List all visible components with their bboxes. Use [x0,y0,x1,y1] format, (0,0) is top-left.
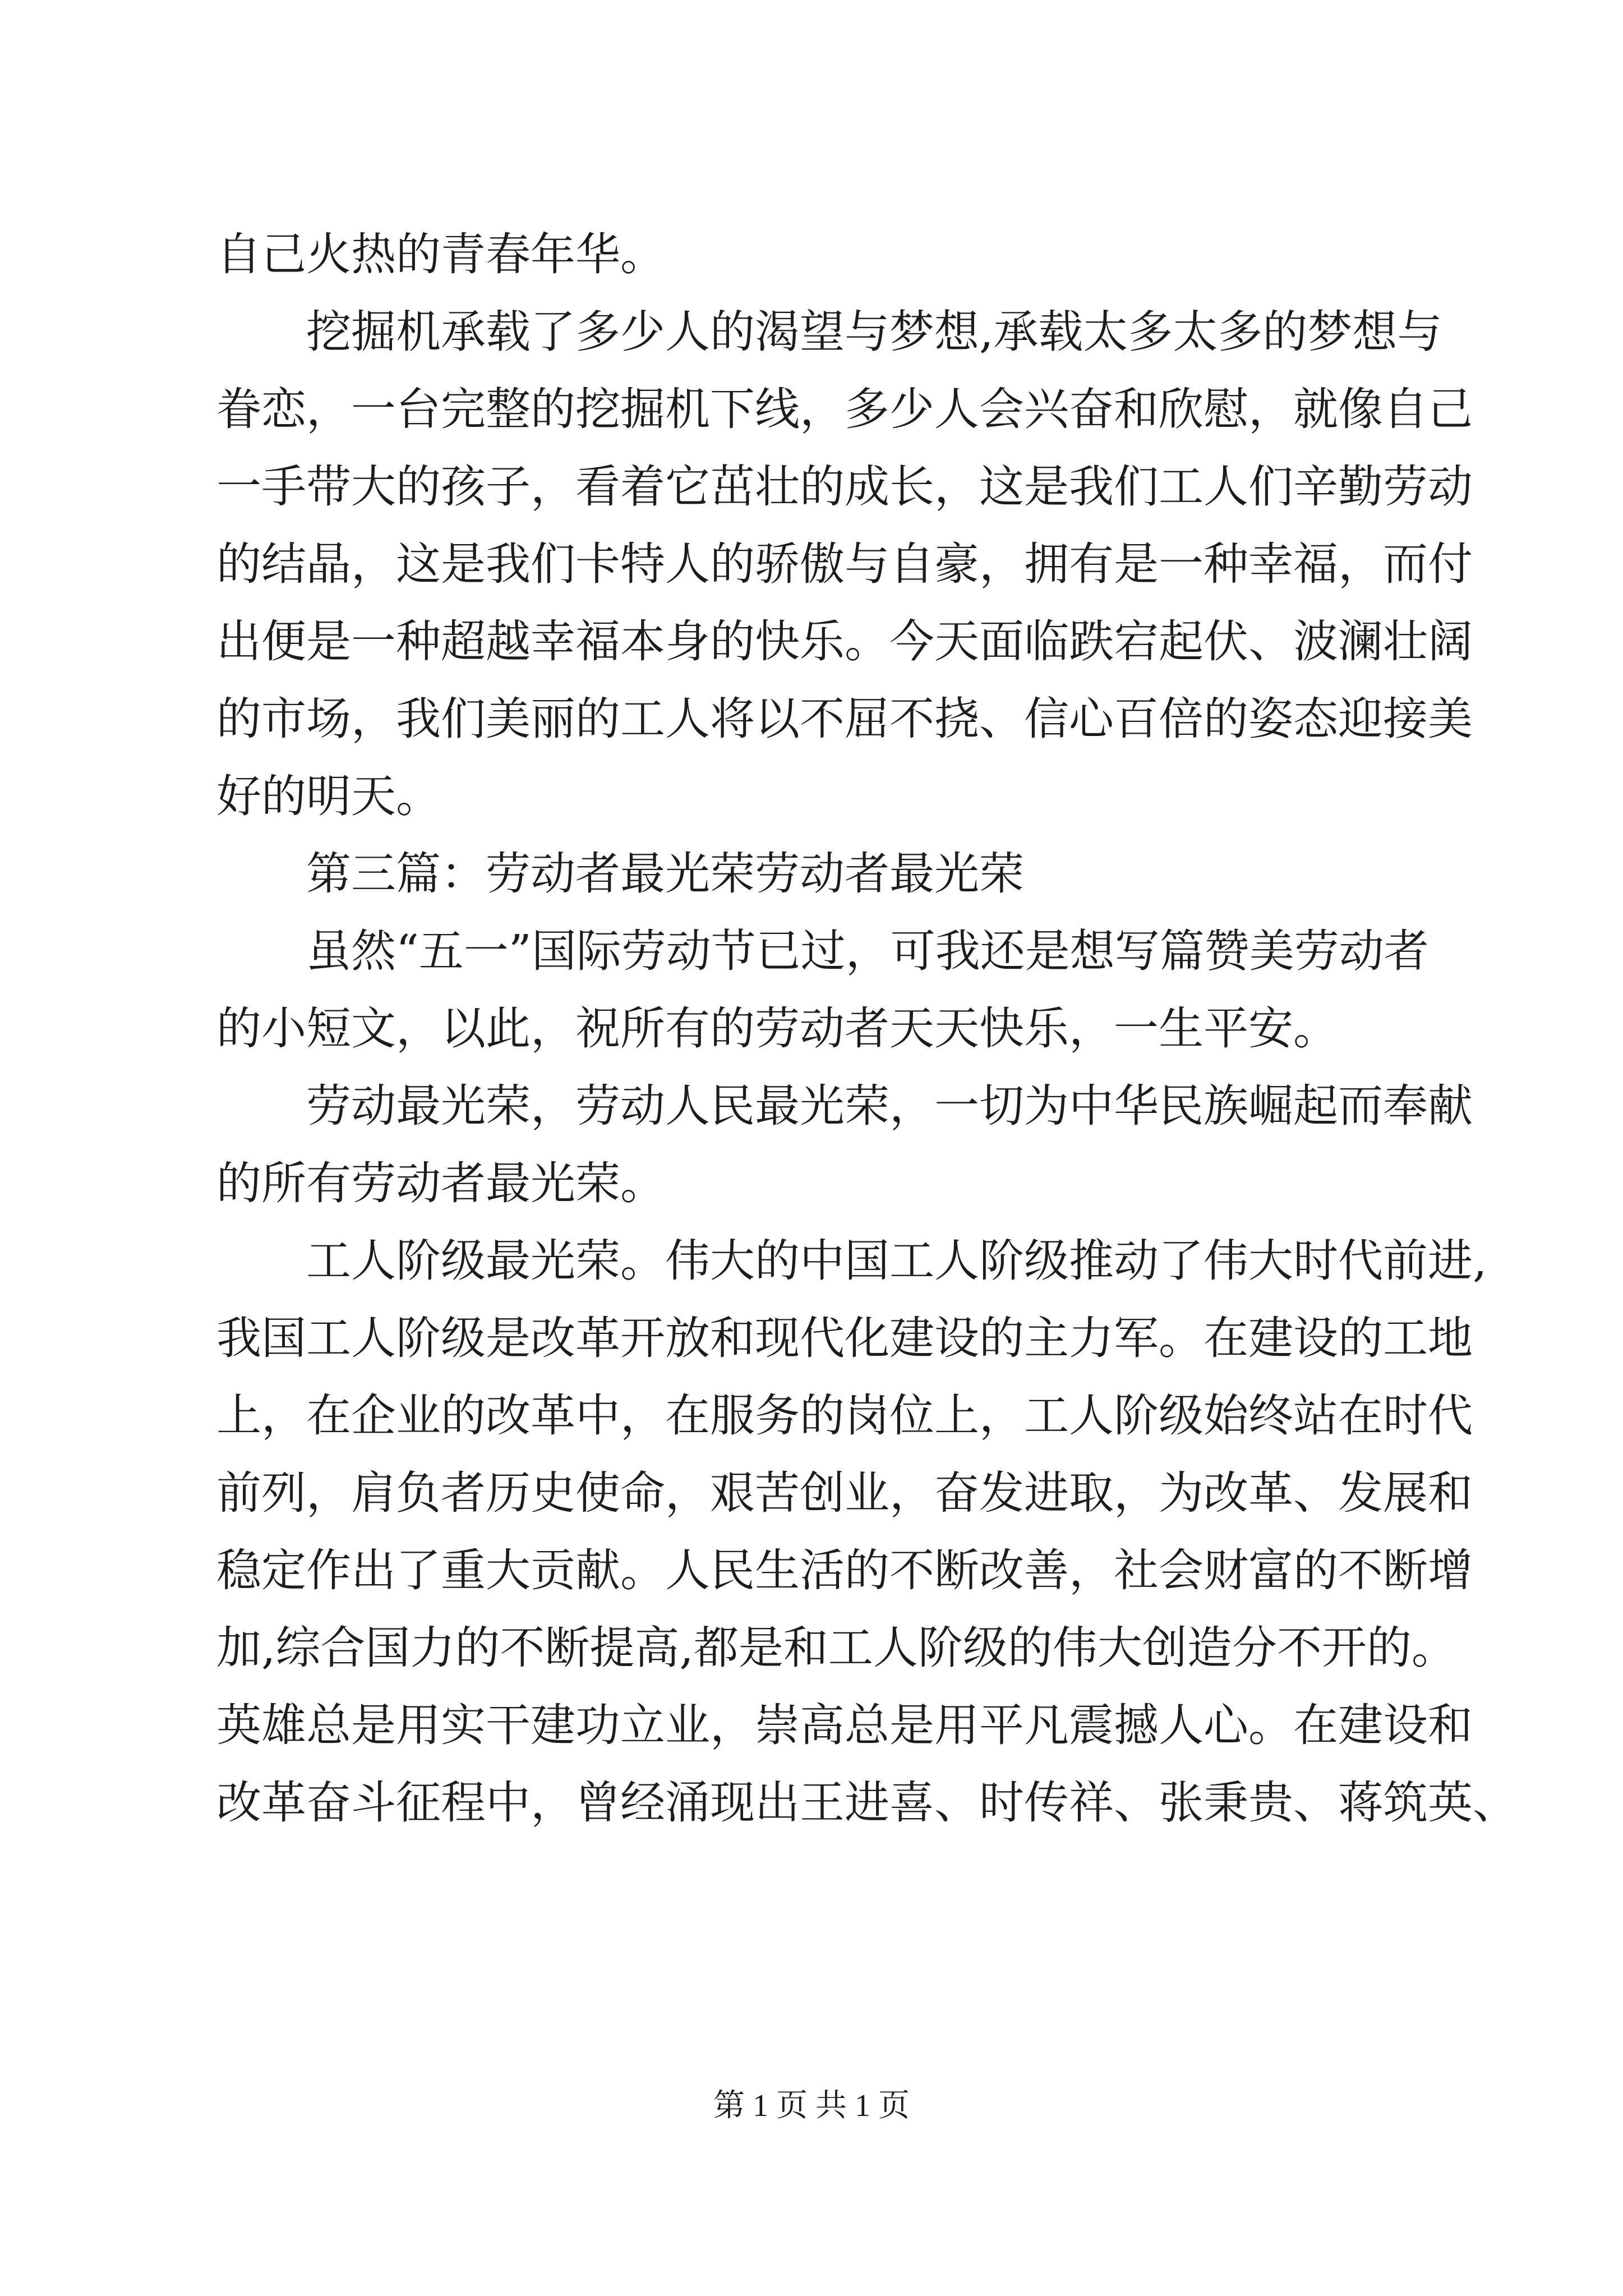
text-line: 前列，肩负者历史使命，艰苦创业，奋发进取，为改革、发展和 [216,1467,1473,1519]
page-number-label: 第 1 页 共 1 页 [713,2088,910,2123]
paragraph-first-line: 虽然“五一”国际劳动节已过，可我还是想写篇赞美劳动者 [306,925,1429,977]
text-line: 出便是一种超越幸福本身的快乐。今天面临跌宕起伏、波澜壮阔 [216,615,1473,668]
page-footer [0,2086,1623,2126]
text-line: 好的明天。 [216,770,441,822]
text-line: 上，在企业的改革中，在服务的岗位上，工人阶级始终站在时代 [216,1389,1473,1442]
paragraph-first-line: 工人阶级最光荣。伟大的中国工人阶级推动了伟大时代前进, [306,1235,1487,1287]
text-line: 一手带大的孩子，看着它茁壮的成长，这是我们工人们辛勤劳动 [216,461,1473,513]
text-line: 的所有劳动者最光荣。 [216,1157,665,1209]
text-line: 稳定作出了重大贡献。人民生活的不断改善，社会财富的不断增 [216,1544,1473,1596]
text-line: 加,综合国力的不断提高,都是和工人阶级的伟大创造分不开的。 [216,1622,1456,1674]
text-line: 英雄总是用实干建功立业，崇高总是用平凡震撼人心。在建设和 [216,1699,1473,1751]
text-line: 眷恋，一台完整的挖掘机下线，多少人会兴奋和欣慰，就像自己 [216,383,1473,435]
paragraph-first-line: 挖掘机承载了多少人的渴望与梦想,承载太多太多的梦想与 [306,306,1442,358]
text-line: 的市场，我们美丽的工人将以不屈不挠、信心百倍的姿态迎接美 [216,693,1473,745]
text-line: 我国工人阶级是改革开放和现代化建设的主力军。在建设的工地 [216,1312,1473,1364]
text-line: 改革奋斗征程中，曾经涌现出王进喜、时传祥、张秉贵、蒋筑英、 [216,1777,1518,1829]
text-line: 的结晶，这是我们卡特人的骄傲与自豪，拥有是一种幸福，而付 [216,538,1473,590]
document-body [216,216,1518,1842]
section-heading: 第三篇：劳动者最光荣劳动者最光荣 [306,848,1024,900]
text-line: 自己火热的青春年华。 [216,228,665,280]
text-line: 的小短文，以此，祝所有的劳动者天天快乐，一生平安。 [216,1002,1338,1055]
paragraph-first-line: 劳动最光荣，劳动人民最光荣，一切为中华民族崛起而奉献 [306,1080,1473,1132]
